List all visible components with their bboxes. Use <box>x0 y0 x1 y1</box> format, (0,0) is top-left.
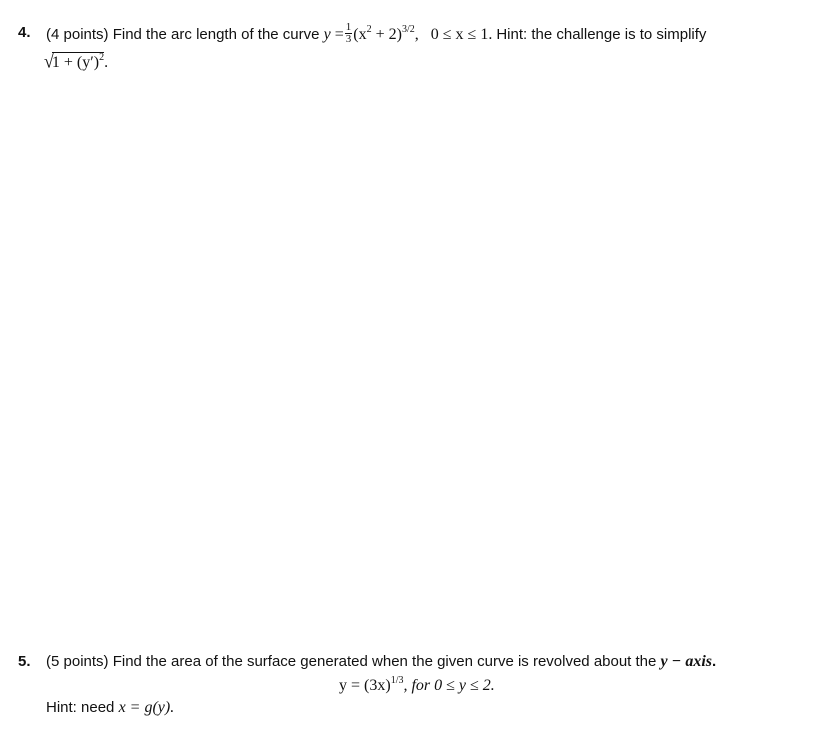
problem-4-statement <box>46 21 707 47</box>
problem-5-hint-label: Hint: need <box>46 699 115 716</box>
problem-5-axis: y − axis <box>660 653 713 670</box>
problem-5-hint <box>46 699 174 717</box>
problem-5-equation: $y = (3x)^{1/3}$, for 0 ≤ y ≤ 2. <box>339 675 495 694</box>
problem-4-intro: (4 points) Find the arc length of the curve <box>46 26 320 44</box>
problem-4-sqrt-line: $√1 + (y')^2$. <box>44 50 109 72</box>
problem-4-hint: Hint: the challenge is to simplify <box>496 26 707 44</box>
problem-4-number: 4. <box>18 24 31 41</box>
sqrt-expression: $√1 + (y')^2$ <box>44 50 105 72</box>
problem-4-range: 0 ≤ x ≤ 1. <box>430 26 493 44</box>
problem-5-number: 5. <box>18 653 31 670</box>
fraction-one-third: $\frac{1}{3}$ <box>345 21 352 45</box>
problem-5-hint-equation: x = g(y). <box>118 699 175 716</box>
problem-4-equation: y = $\frac{1}{3}$ $(x^2 + 2)^{3/2}$, 0 ≤ x ≤ 1. <box>323 21 493 45</box>
problem-5-intro: (5 points) Find the area of the surface generated when the given curve is revolved about the <box>46 653 657 670</box>
problem-5-statement: (5 points) Find the area of the surface generated when the given curve is revolved about the y − axis. <box>46 653 717 670</box>
